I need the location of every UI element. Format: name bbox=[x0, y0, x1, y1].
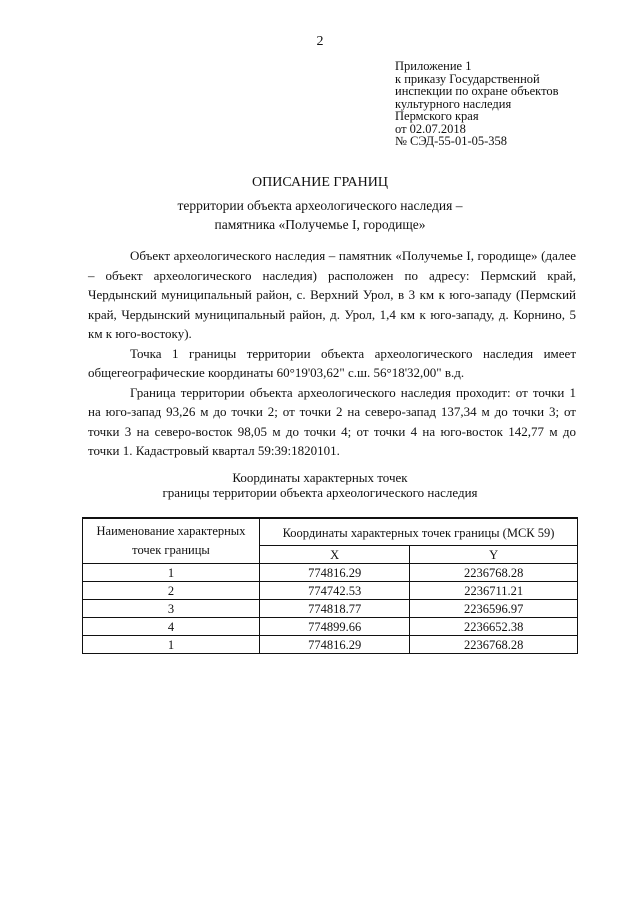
table-row bbox=[83, 600, 578, 618]
y-cell: 2236768.28 bbox=[410, 564, 578, 582]
appendix-line: к приказу Государственной bbox=[395, 71, 540, 86]
paragraph-location: Объект археологического наследия – памятник «Получемье I, городище» (далее – объект археологического наследия) расположен по адресу: Пермский край, Чердынский муниципальный район, с. Верхний Урол, в 3 км к юго-западу (Пермский край, Чердынский муниципальный район, д. Урол, 1,4 км к юго-западу, д. Корнино, 5 км к юго-востоку). bbox=[88, 248, 576, 341]
y-cell: 2236596.97 bbox=[410, 600, 578, 618]
y-cell: 2236711.21 bbox=[410, 582, 578, 600]
subtitle-line: территории объекта археологического наследия – bbox=[177, 198, 463, 213]
document-title: ОПИСАНИЕ ГРАНИЦ bbox=[252, 175, 388, 190]
paragraph-boundary: Граница территории объекта археологического наследия проходит: от точки 1 на юго-запад 93,26 м до точки 2; от точки 2 на северо-запад 137,34 м до точки 3; от точки 3 на северо-восток 98,05 м до точки 4; от точки 4 на юго-восток 142,77 м до точки 1. Кадастровый квартал 59:39:1820101. bbox=[88, 384, 576, 458]
appendix-line: культурного наследия bbox=[395, 96, 512, 111]
table-caption-line: Координаты характерных точек bbox=[232, 470, 408, 485]
point-cell: 2 bbox=[83, 582, 260, 600]
paragraph-coordinates: Точка 1 границы территории объекта археологического наследия имеет общегеографические координаты 60°19'03,62" с.ш. 56°18'32,00" в.д. bbox=[88, 345, 576, 380]
point-cell: 4 bbox=[83, 618, 260, 636]
appendix-line: № СЭД-55-01-05-358 bbox=[395, 134, 508, 148]
coordinates-group-header: Координаты характерных точек границы (МСК 59) bbox=[260, 518, 578, 546]
page-number: 2 bbox=[316, 34, 324, 49]
table-row bbox=[83, 564, 578, 582]
x-header: X bbox=[260, 546, 410, 564]
body-text bbox=[88, 246, 576, 461]
y-cell: 2236652.38 bbox=[410, 618, 578, 636]
y-header: Y bbox=[410, 546, 578, 564]
point-cell: 3 bbox=[83, 600, 260, 618]
table-caption bbox=[0, 470, 640, 500]
document-subtitle bbox=[0, 196, 640, 234]
table-caption-line: границы территории объекта археологического наследия bbox=[162, 485, 478, 500]
y-cell: 2236768.28 bbox=[410, 636, 578, 654]
x-cell: 774816.29 bbox=[260, 636, 410, 654]
point-cell: 1 bbox=[83, 564, 260, 582]
x-cell: 774742.53 bbox=[260, 582, 410, 600]
table-row bbox=[83, 582, 578, 600]
appendix-block bbox=[395, 60, 559, 148]
appendix-line: от 02.07.2018 bbox=[395, 121, 466, 136]
x-cell: 774899.66 bbox=[260, 618, 410, 636]
x-cell: 774818.77 bbox=[260, 600, 410, 618]
table-row bbox=[83, 636, 578, 654]
point-cell: 1 bbox=[83, 636, 260, 654]
subtitle-line: памятника «Получемье I, городище» bbox=[214, 217, 426, 232]
coordinates-table bbox=[82, 517, 578, 654]
appendix-line: Пермского края bbox=[395, 109, 479, 123]
x-cell: 774816.29 bbox=[260, 564, 410, 582]
table-row bbox=[83, 618, 578, 636]
appendix-line: Приложение 1 bbox=[395, 59, 472, 73]
point-name-header: Наименование характерных точек границы bbox=[83, 518, 260, 564]
appendix-line: инспекции по охране объектов bbox=[395, 84, 559, 98]
